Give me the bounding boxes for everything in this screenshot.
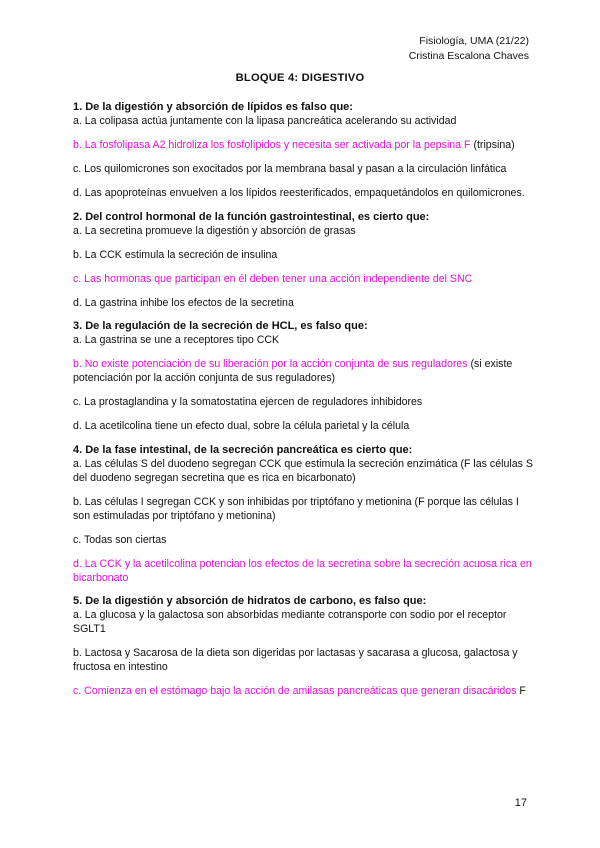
answer-option — [73, 224, 535, 238]
answer-option — [73, 457, 535, 485]
question-title: 3. De la regulación de la secreción de HCL, es falso que: — [73, 320, 368, 332]
highlighted-text: d. La CCK y la acetilcolina potencian los efectos de la secretina sobre la secreción acuosa rica en bicarbonato — [73, 557, 532, 584]
answer-option — [73, 114, 535, 128]
question — [73, 100, 535, 200]
question-title: 1. De la digestión y absorción de lípidos es falso que: — [73, 101, 353, 113]
question — [73, 210, 535, 310]
option-text: a. La gastrina se une a receptores tipo CCK — [73, 334, 280, 346]
option-text: a. Las células S del duodeno segregan CCK que estimula la secreción enzimática (F las células S del duodeno segregan secretina que es rica en bicarbonato) — [73, 457, 533, 484]
answer-option — [73, 162, 535, 176]
answer-option — [73, 419, 535, 433]
highlighted-text: c. Comienza en el estómago bajo la acción de amilasas pancreáticas que generan disacáridos — [73, 685, 517, 697]
question — [73, 443, 535, 585]
answer-option — [73, 248, 535, 262]
option-text: d. La gastrina inhibe los efectos de la secretina — [73, 296, 294, 309]
highlighted-text: c. Las hormonas que participan en él deben tener una acción independiente del SNC — [73, 272, 473, 285]
option-text: a. La secretina promueve la digestión y absorción de grasas — [73, 224, 356, 237]
answer-option — [73, 495, 535, 523]
option-text: b. Las células I segregan CCK y son inhibidas por triptófano y metionina (F porque las células I son estimuladas por triptófano y metionina) — [73, 495, 519, 522]
option-text: d. Las apoproteínas envuelven a los lípidos reesterificados, empaquetándolos en quilomicrones. — [73, 187, 525, 199]
option-text: (tripsina) — [470, 139, 515, 151]
option-text: d. La acetilcolina tiene un efecto dual, sobre la célula parietal y la célula — [73, 420, 410, 432]
answer-option — [73, 296, 535, 310]
option-text: c. La prostaglandina y la somatostatina ejercen de reguladores inhibidores — [73, 396, 423, 408]
answer-option — [73, 272, 535, 286]
option-text: c. Todas son ciertas — [73, 533, 167, 546]
option-text: a. La glucosa y la galactosa son absorbidas mediante cotransporte con sodio por el receptor SGLT1 — [73, 609, 507, 635]
answer-option — [73, 557, 535, 585]
answer-option — [73, 138, 535, 152]
question-title: 4. De la fase intestinal, de la secreción pancreática es cierto que: — [73, 443, 413, 456]
answer-option — [73, 684, 535, 698]
option-text: b. Lactosa y Sacarosa de la dieta son digeridas por lactasas y sacarasa a glucosa, galactosa y fructosa en intestino — [73, 647, 518, 673]
question — [73, 594, 535, 698]
answer-option — [73, 333, 535, 347]
option-text: (si existe potenciación por la acción conjunta de sus reguladores) — [73, 358, 513, 384]
highlighted-text: b. La fosfolipasa A2 hidroliza los fosfolípidos y necesita ser activada por la pepsina F — [73, 139, 471, 151]
option-text: F — [516, 685, 526, 697]
course-label: Fisiología, UMA (21/22) — [419, 35, 529, 47]
answer-option — [73, 533, 535, 547]
answer-option — [73, 646, 535, 674]
option-text: c. Los quilomicrones son exocitados por la membrana basal y pasan a la circulación linfática — [73, 163, 507, 175]
answer-option — [73, 608, 535, 636]
page-header — [409, 34, 529, 64]
author-name: Cristina Escalona Chaves — [408, 50, 529, 62]
questions-list — [73, 100, 535, 708]
answer-option — [73, 357, 535, 385]
highlighted-text: b. No existe potenciación de su liberación por la acción conjunta de sus reguladores — [73, 358, 468, 370]
option-text: a. La colipasa actúa juntamente con la lipasa pancreática acelerando su actividad — [73, 115, 457, 127]
option-text: b. La CCK estimula la secreción de insulina — [73, 248, 278, 261]
answer-option — [73, 186, 535, 200]
page-title: BLOQUE 4: DIGESTIVO — [235, 72, 365, 84]
answer-option — [73, 395, 535, 409]
page-number: 17 — [514, 797, 527, 809]
question-title: 5. De la digestión y absorción de hidratos de carbono, es falso que: — [73, 595, 427, 607]
question-title: 2. Del control hormonal de la función gastrointestinal, es cierto que: — [73, 210, 430, 223]
question — [73, 319, 535, 433]
